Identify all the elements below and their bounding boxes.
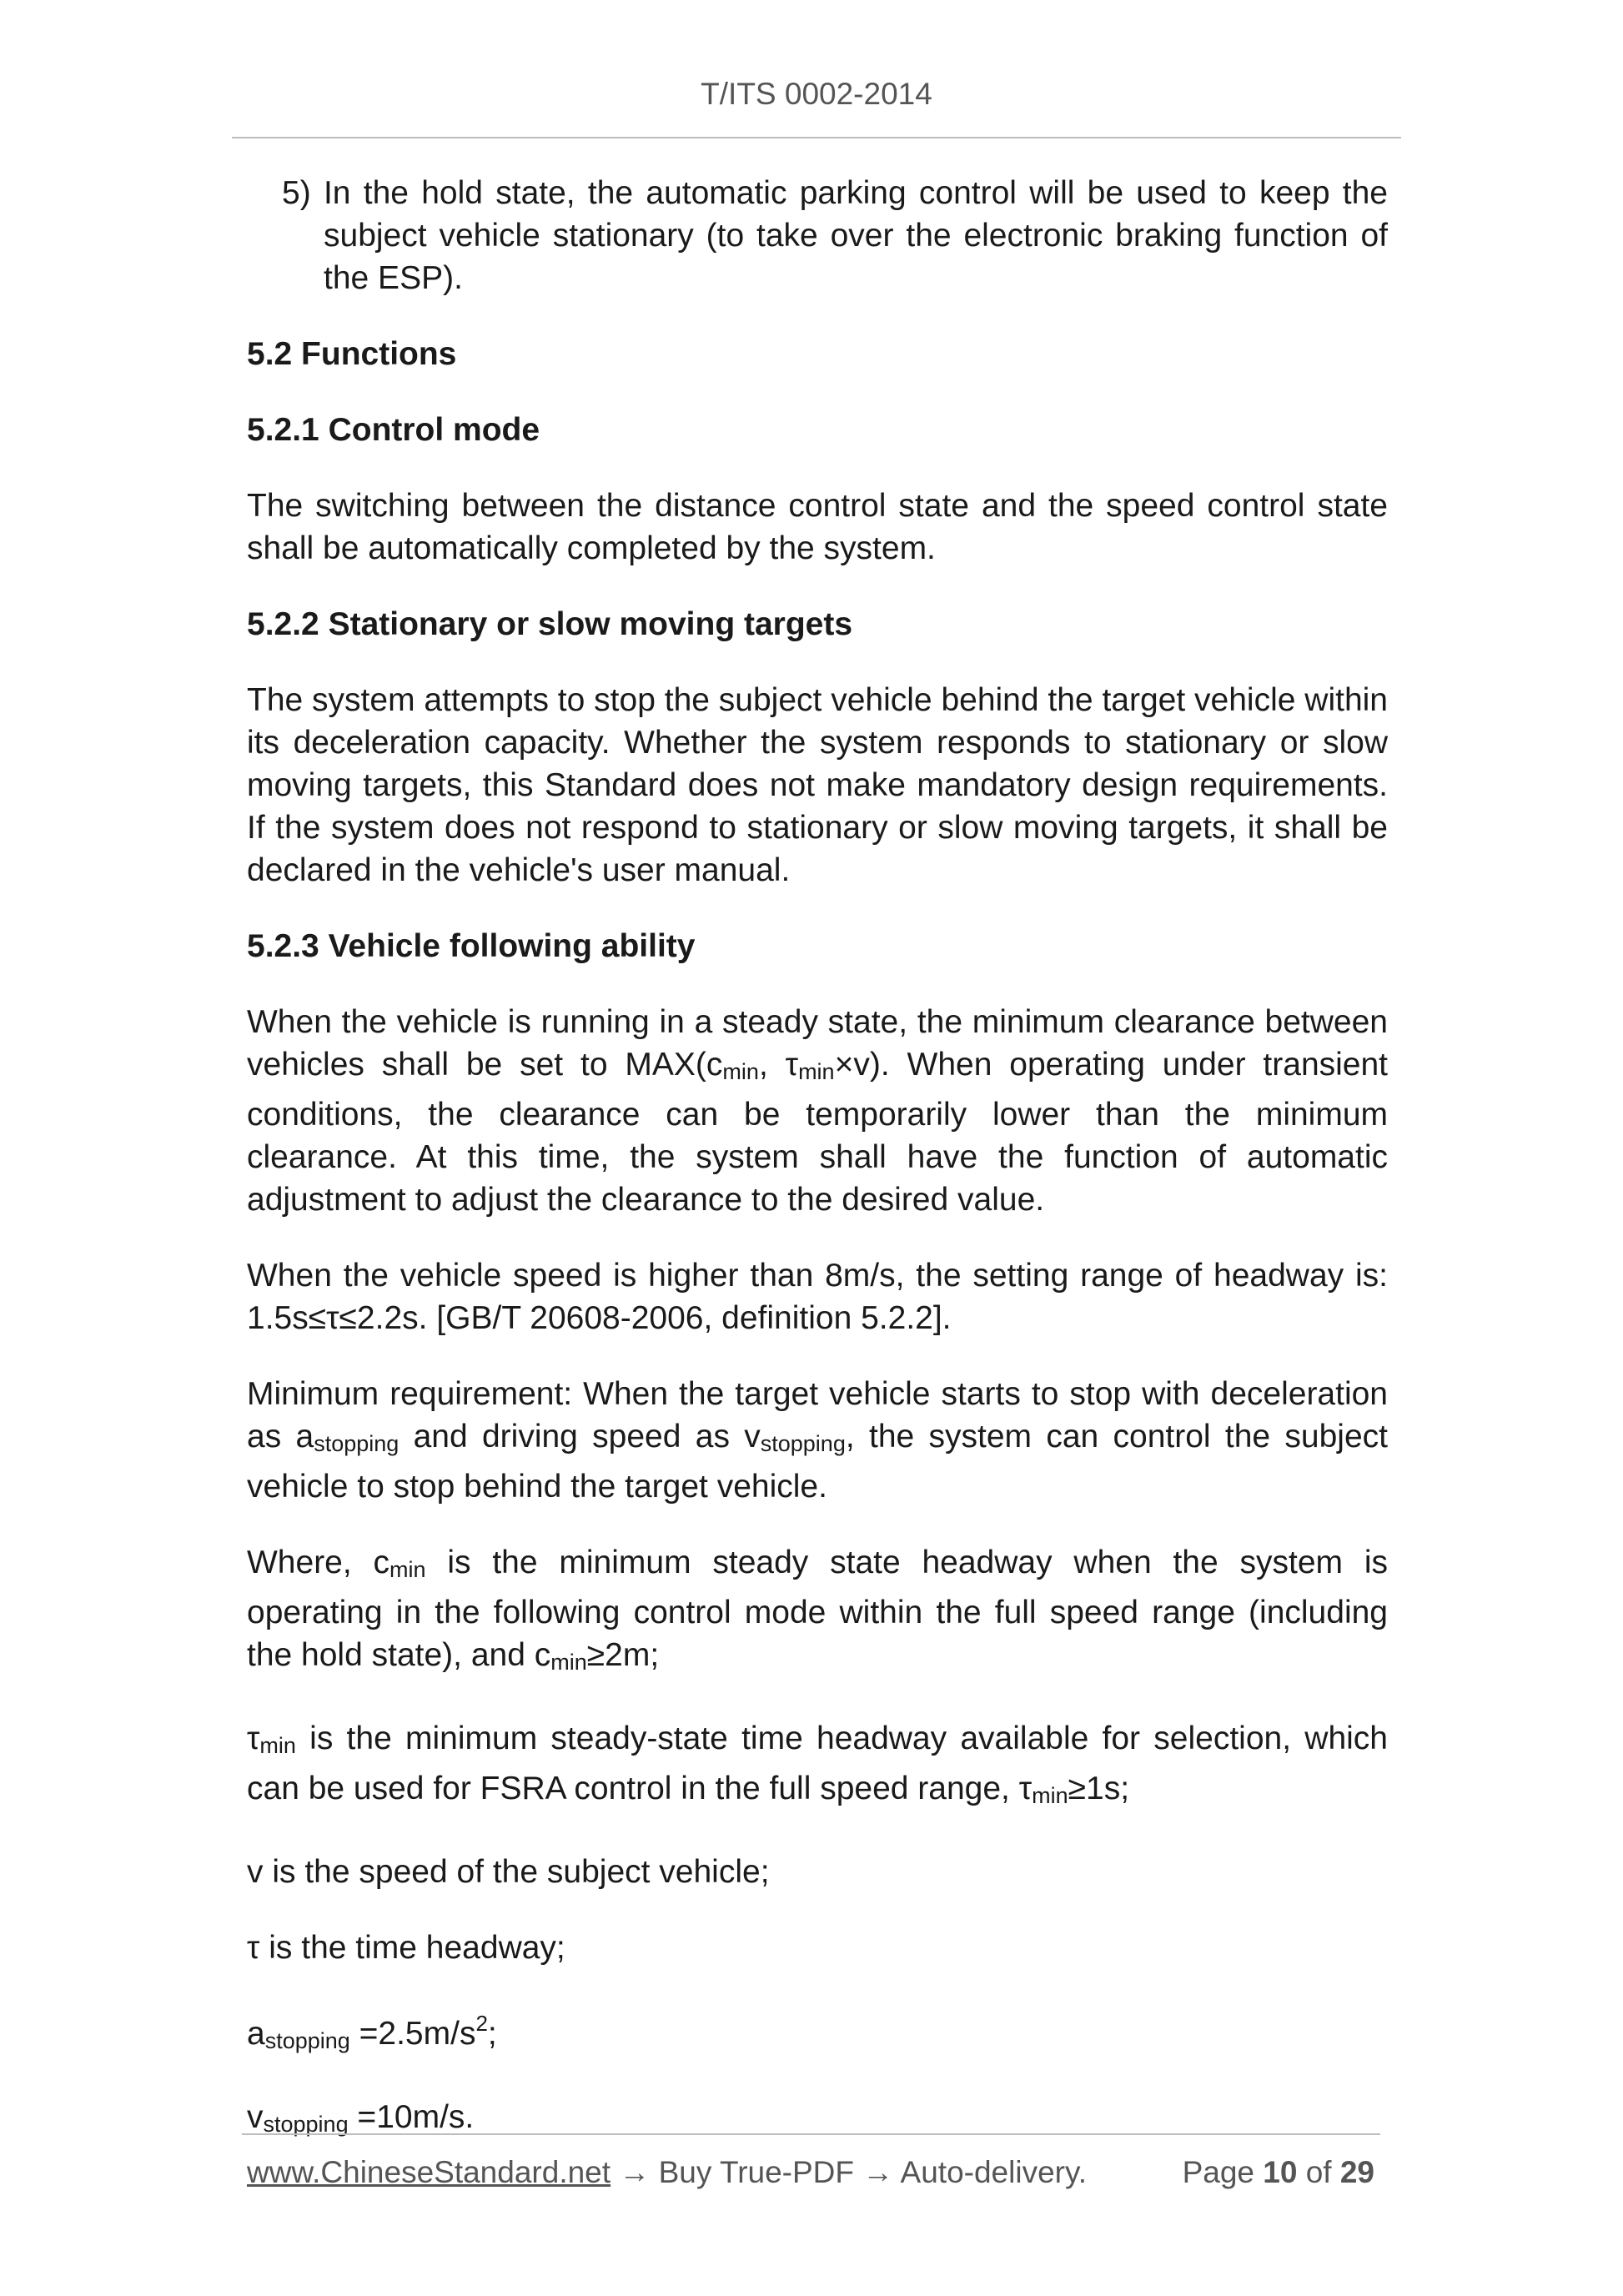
current-page: 10 [1263,2155,1298,2189]
page-label: Page [1182,2155,1254,2189]
document-id-header: T/ITS 0002-2014 [701,77,932,111]
buy-pdf-text: Buy True-PDF [658,2155,855,2189]
footer-divider [242,2133,1380,2135]
total-pages: 29 [1339,2155,1374,2189]
paragraph-cmin-definition: Where, cmin is the minimum steady state headway when the system is operating in the following control mode within the full speed range (including the hold state), and cmin≥2m; [247,1545,1388,1675]
section-heading-5-2-3: 5.2.3 Vehicle following ability [247,928,696,964]
list-item-text: In the hold state, the automatic parking control will be used to keep the subject vehicle stationary (to take over the electronic braking function of the ESP). [323,175,1388,296]
of-label: of [1305,2155,1332,2189]
footer-promo [247,2155,1087,2190]
page-footer [247,2155,1381,2197]
paragraph-tau-definition: τ is the time headway; [247,1930,565,1966]
section-heading-5-2-2: 5.2.2 Stationary or slow moving targets [247,606,853,642]
paragraph-a-stopping: astopping $=2.5m/s^2$; [247,2011,497,2053]
arrow-right-icon: → [862,2155,894,2189]
paragraph-v-stopping: vstopping =10m/s. [247,2099,475,2137]
arrow-right-icon: → [619,2155,651,2189]
section-heading-5-2-1: 5.2.1 Control mode [247,412,540,448]
paragraph-minimum-requirement: Minimum requirement: When the target vehicle starts to stop with deceleration as astopping and driving speed as vstopping, the system can control the subject vehicle to stop behind the target vehicle. [247,1376,1388,1505]
website-link[interactable]: www.ChineseStandard.net [247,2155,611,2189]
paragraph-headway-range: When the vehicle speed is higher than 8m/s, the setting range of headway is: 1.5s≤τ≤2.2s. [GB/T 20608-2006, definition 5.2.2]. [247,1258,1388,1336]
paragraph-stationary-targets: The system attempts to stop the subject vehicle behind the target vehicle within its deceleration capacity. Whether the system responds to stationary or slow moving targets, this Standard does not make mandatory design requirements. If the system does not respond to stationary or slow moving targets, it shall be declared in the vehicle's user manual. [247,682,1388,888]
page-body [247,172,1388,2179]
page-number [1183,2155,1374,2190]
paragraph-control-mode: The switching between the distance control state and the speed control state shall be automatically completed by the system. [247,488,1388,566]
paragraph-tau-min-definition: τmin is the minimum steady-state time headway available for selection, which can be used for FSRA control in the full speed range, τmin≥1s; [247,1721,1388,1808]
auto-delivery-text: Auto-delivery. [900,2155,1088,2189]
section-heading-5-2: 5.2 Functions [247,336,457,372]
list-marker: 5) [282,175,311,211]
list-item-5 [247,172,1388,299]
paragraph-minimum-clearance: When the vehicle is running in a steady state, the minimum clearance between vehicles shall be set to MAX(cmin, τmin×v). When operating under transient conditions, the clearance can be temporarily lower than the minimum clearance. At this time, the system shall have the function of automatic adjustment to adjust the clearance to the desired value. [247,1004,1389,1218]
header-divider [232,137,1401,138]
paragraph-v-definition: v is the speed of the subject vehicle; [247,1854,770,1890]
